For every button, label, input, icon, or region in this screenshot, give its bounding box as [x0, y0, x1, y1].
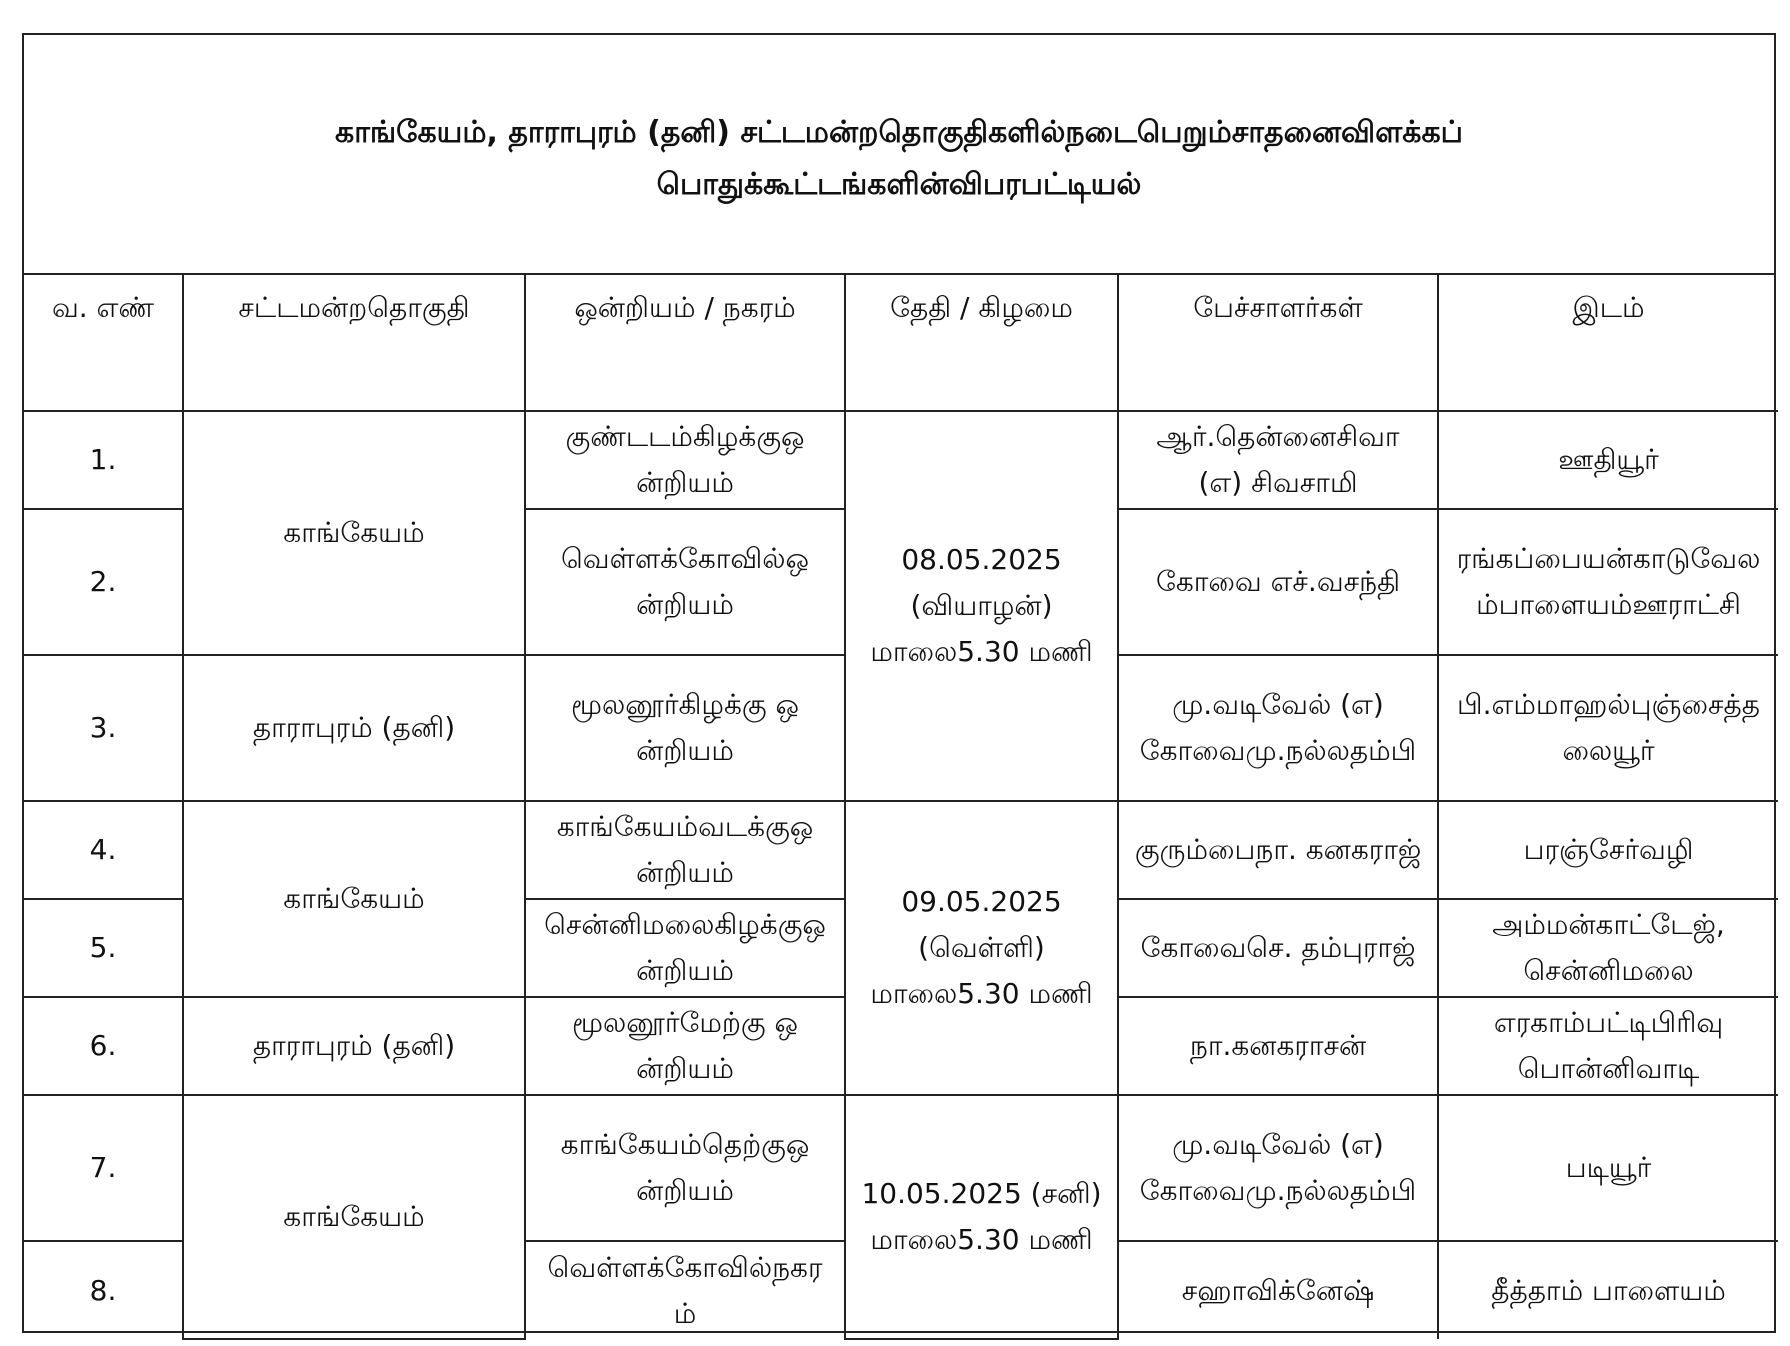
- table-row: [24, 1095, 1778, 1241]
- speakers-cell: மு.வடிவேல் (எ) கோவைமு.நல்லதம்பி: [1118, 1095, 1438, 1241]
- constituency-cell: காங்கேயம்: [183, 801, 525, 997]
- place-cell: பரஞ்சேர்வழி: [1438, 801, 1778, 899]
- union-cell: சென்னிமலைகிழக்குஒன்றியம்: [525, 899, 845, 997]
- constituency-cell: காங்கேயம்: [183, 411, 525, 655]
- union-cell: வெள்ளக்கோவில்ஒன்றியம்: [525, 509, 845, 655]
- date-cell: 09.05.2025 (வெள்ளி) மாலை5.30 மணி: [845, 801, 1118, 1095]
- serial-no: 6.: [24, 997, 183, 1095]
- serial-no: 3.: [24, 655, 183, 801]
- place-cell: ஊதியூர்: [1438, 411, 1778, 509]
- schedule-table: [24, 275, 1778, 1340]
- serial-no: 2.: [24, 509, 183, 655]
- union-cell: காங்கேயம்வடக்குஒன்றியம்: [525, 801, 845, 899]
- header-union: ஒன்றியம் / நகரம்: [525, 275, 845, 411]
- union-cell: காங்கேயம்தெற்குஒன்றியம்: [525, 1095, 845, 1241]
- place-cell: எரகாம்பட்டிபிரிவு பொன்னிவாடி: [1438, 997, 1778, 1095]
- document-title: [24, 35, 1774, 275]
- serial-no: 4.: [24, 801, 183, 899]
- speakers-cell: கோவைசெ. தம்புராஜ்: [1118, 899, 1438, 997]
- constituency-cell: காங்கேயம்: [183, 1095, 525, 1339]
- header-speakers: பேச்சாளர்கள்: [1118, 275, 1438, 411]
- speakers-cell: நா.கனகராசன்: [1118, 997, 1438, 1095]
- speakers-cell: குரும்பைநா. கனகராஜ்: [1118, 801, 1438, 899]
- header-row: [24, 275, 1778, 411]
- serial-no: 7.: [24, 1095, 183, 1241]
- schedule-sheet: [22, 33, 1776, 1333]
- table-row: [24, 801, 1778, 899]
- header-serial-no: வ. எண்: [24, 275, 183, 411]
- speakers-cell: சஹாவிக்னேஷ்: [1118, 1241, 1438, 1339]
- date-cell: 08.05.2025 (வியாழன்) மாலை5.30 மணி: [845, 411, 1118, 801]
- constituency-cell: தாராபுரம் (தனி): [183, 655, 525, 801]
- date-cell: 10.05.2025 (சனி) மாலை5.30 மணி: [845, 1095, 1118, 1339]
- union-cell: வெள்ளக்கோவில்நகரம்: [525, 1241, 845, 1339]
- speakers-cell: கோவை எச்.வசந்தி: [1118, 509, 1438, 655]
- union-cell: மூலனூர்கிழக்கு ஒன்றியம்: [525, 655, 845, 801]
- place-cell: அம்மன்காட்டேஜ், சென்னிமலை: [1438, 899, 1778, 997]
- serial-no: 5.: [24, 899, 183, 997]
- union-cell: மூலனூர்மேற்கு ஒன்றியம்: [525, 997, 845, 1095]
- serial-no: 8.: [24, 1241, 183, 1339]
- header-constituency: சட்டமன்றதொகுதி: [183, 275, 525, 411]
- header-date: தேதி / கிழமை: [845, 275, 1118, 411]
- title-line-1: காங்கேயம், தாராபுரம் (தனி) சட்டமன்றதொகுதிகளில்நடைபெறும்சாதனைவிளக்கப்: [335, 115, 1463, 150]
- title-line-2: பொதுக்கூட்டங்களின்விபரபட்டியல்: [656, 167, 1142, 202]
- table-row: [24, 411, 1778, 509]
- speakers-cell: ஆர்.தென்னைசிவா (எ) சிவசாமி: [1118, 411, 1438, 509]
- header-place: இடம்: [1438, 275, 1778, 411]
- constituency-cell: தாராபுரம் (தனி): [183, 997, 525, 1095]
- place-cell: பி.எம்மாஹல்புஞ்சைத்தலையூர்: [1438, 655, 1778, 801]
- place-cell: படியூர்: [1438, 1095, 1778, 1241]
- place-cell: தீத்தாம் பாளையம்: [1438, 1241, 1778, 1339]
- speakers-cell: மு.வடிவேல் (எ) கோவைமு.நல்லதம்பி: [1118, 655, 1438, 801]
- serial-no: 1.: [24, 411, 183, 509]
- union-cell: குண்டடம்கிழக்குஒன்றியம்: [525, 411, 845, 509]
- place-cell: ரங்கப்பையன்காடுவேலம்பாளையம்ஊராட்சி: [1438, 509, 1778, 655]
